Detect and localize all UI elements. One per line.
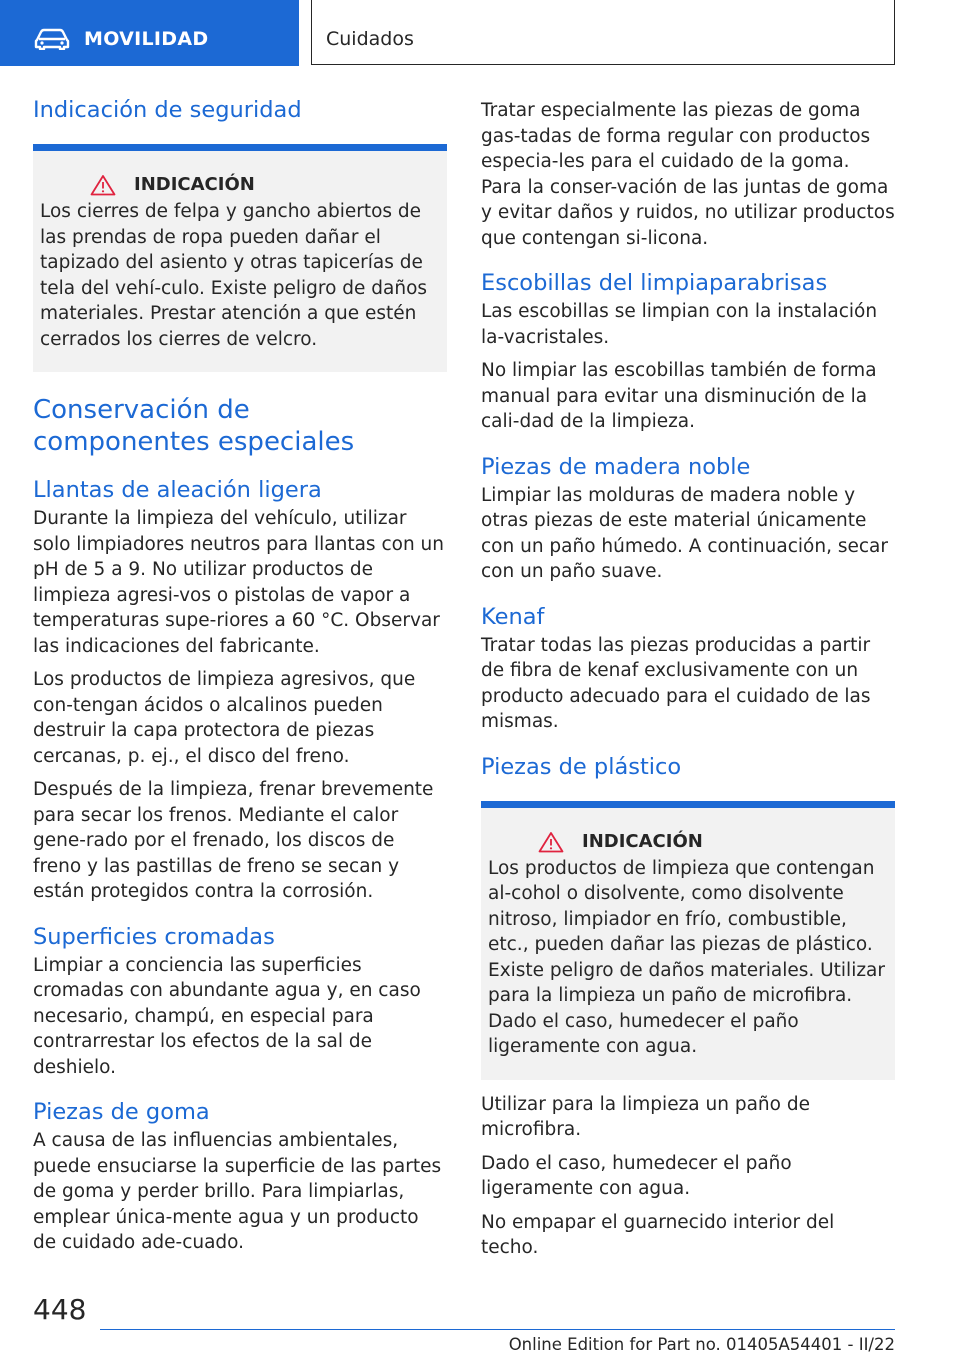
kenaf-heading: Kenaf: [481, 603, 545, 630]
rubber-heading: Piezas de goma: [33, 1099, 210, 1125]
wipers-heading: Escobillas del limpiaparabrisas: [481, 270, 828, 296]
warning-icon: [90, 174, 116, 196]
plastic-paragraph-2: Dado el caso, humedecer el paño ligeramente con agua.: [481, 1152, 792, 1199]
chapter-box: [311, 0, 895, 65]
rubber-paragraph-cont: Tratar especialmente las piezas de goma gas-tadas de forma regular con productos especia-les para el cuidado de la goma. Para la conser-vación de las juntas de goma y evitar daños y ruidos, no utilizar productos que contengan si-licona.: [481, 100, 895, 249]
conservation-heading: Conservación de componentes especiales: [33, 395, 355, 457]
notice-bar: [33, 144, 447, 151]
plastic-paragraph-3: No empapar el guarnecido interior del techo.: [481, 1211, 835, 1258]
right-column: [481, 98, 895, 1269]
car-icon: [34, 28, 70, 50]
notice-title: INDICACIÓN: [582, 830, 703, 852]
edition-note: Online Edition for Part no. 01405A54401 - II/22: [508, 1335, 895, 1354]
notice-bar: [481, 801, 895, 808]
section-title: MOVILIDAD: [84, 28, 209, 50]
wipers-paragraph-2: No limpiar las escobillas también de forma manual para evitar una disminución de la cali-dad de la limpieza.: [481, 360, 877, 432]
footer-divider: [100, 1329, 895, 1330]
notice-text: Los productos de limpieza que contengan al-cohol o disolvente, como disolvente nitroso, limpiador en frío, combustible, etc., pueden dañar las piezas de plástico. Existe peligro de daños materiales. Utilizar para la limpieza un paño de microfibra. Dado el caso, humedecer el paño ligeramente con agua.: [488, 857, 885, 1057]
plastic-paragraph-1: Utilizar para la limpieza un paño de microfibra.: [481, 1093, 810, 1140]
page-number: 448: [33, 1293, 87, 1326]
wood-paragraph: Limpiar las molduras de madera noble y otras piezas de este material únicamente con un paño húmedo. A continuación, secar con un paño suave.: [481, 484, 888, 582]
warning-icon: [538, 831, 564, 853]
kenaf-paragraph: Tratar todas las piezas producidas a partir de fibra de kenaf exclusivamente con un producto adecuado para el cuidado de las mismas.: [481, 634, 871, 732]
left-column: [33, 96, 447, 1264]
chrome-heading: Superficies cromadas: [33, 923, 275, 950]
notice-box: [33, 151, 447, 372]
alloy-paragraph-2: Los productos de limpieza agresivos, que con-tengan ácidos o alcalinos pueden destruir la capa protectora de piezas cercanas, p. ej., el disco del freno.: [33, 669, 416, 767]
safety-heading: Indicación de seguridad: [33, 97, 302, 123]
chrome-paragraph: Limpiar a conciencia las superficies cromadas con abundante agua y, en caso necesario, champú, en especial para contrarrestar los efectos de la sal de deshielo.: [33, 954, 421, 1078]
alloy-heading: Llantas de aleación ligera: [33, 477, 322, 503]
wipers-paragraph-1: Las escobillas se limpian con la instalación la-vacristales.: [481, 301, 878, 348]
notice-header: [40, 173, 437, 197]
section-tab: [0, 0, 299, 66]
rubber-paragraph: A causa de las influencias ambientales, puede ensuciarse la superficie de las partes de goma y perder brillo. Para limpiarlas, emplear única-mente agua y un producto de cuidado ade-cuado.: [33, 1130, 442, 1253]
notice-text: Los cierres de felpa y gancho abiertos de las prendas de ropa pueden dañar el tapizado del asiento y otras tapicerías de tela del vehí-culo. Existe peligro de daños materiales. Prestar atención a que estén cerrados los cierres de velcro.: [40, 201, 428, 350]
wood-heading: Piezas de madera noble: [481, 453, 751, 480]
chapter-title: Cuidados: [326, 28, 414, 50]
plastic-heading: Piezas de plástico: [481, 753, 682, 780]
notice-box: [481, 808, 895, 1080]
alloy-paragraph-1: Durante la limpieza del vehículo, utilizar solo limpiadores neutros para llantas con un pH de 5 a 9. No utilizar productos de limpieza agresi-vos o pistolas de vapor a temperaturas supe-riores a 60 °C. Observar las indicaciones del fabricante.: [33, 508, 445, 657]
notice-title: INDICACIÓN: [134, 174, 255, 195]
alloy-paragraph-3: Después de la limpieza, frenar brevemente para secar los frenos. Mediante el calor gene-rado por el frenado, los discos de freno y las pastillas de freno se secan y están protegidos contra la corrosión.: [33, 779, 434, 902]
notice-header: [488, 830, 885, 854]
